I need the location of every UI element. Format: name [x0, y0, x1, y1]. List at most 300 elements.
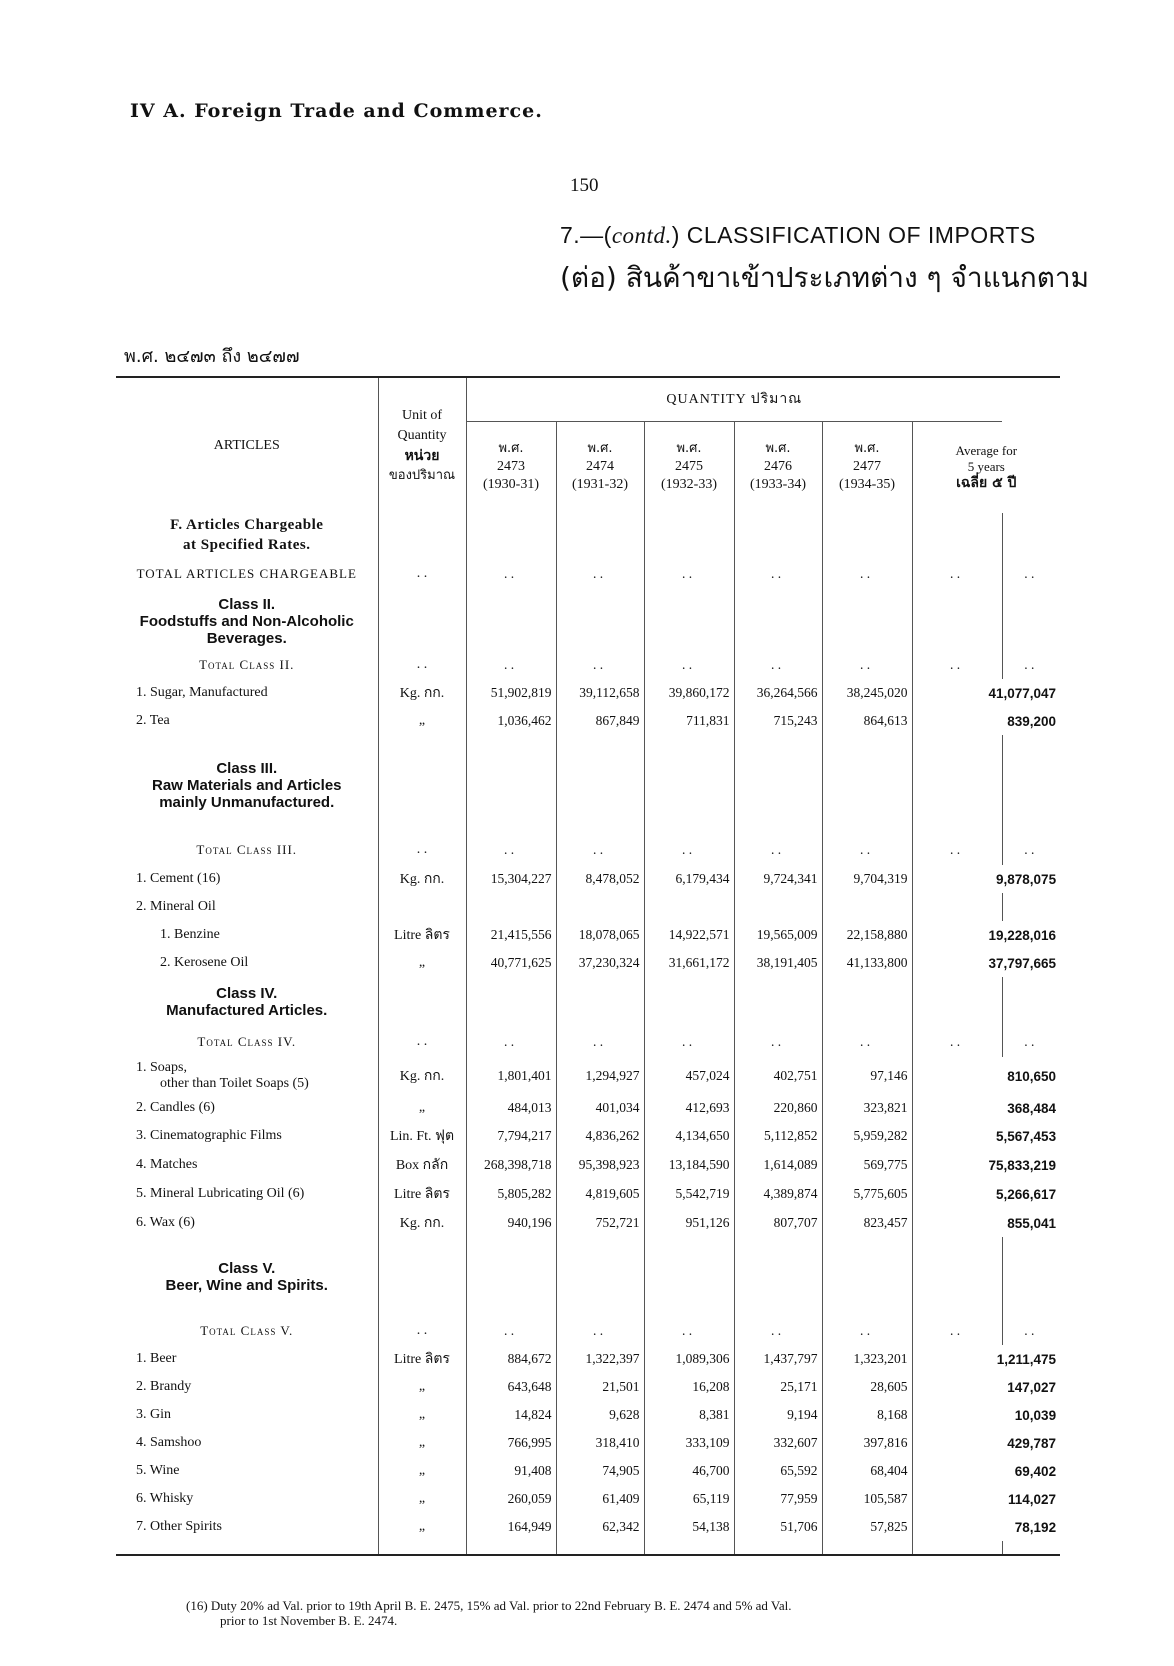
quantity-cell: 402,751 [734, 1057, 822, 1095]
title-contd: contd. [611, 223, 672, 248]
unit-en-1: Unit of [401, 407, 443, 423]
quantity-cell: 22,158,880 [822, 921, 912, 949]
empty-cell [556, 1237, 644, 1317]
dots-cell: . . [644, 1027, 734, 1057]
quantity-cell: 97,146 [822, 1057, 912, 1095]
quantity-cell: 21,501 [556, 1373, 644, 1401]
article-cell [116, 949, 378, 977]
quantity-cell: 6,179,434 [644, 865, 734, 893]
dots-cell: . . [822, 651, 912, 679]
quantity-cell: 318,410 [556, 1429, 644, 1457]
empty-cell [556, 977, 644, 1027]
quantity-cell: 823,457 [822, 1209, 912, 1237]
dots-cell: . . [1002, 1317, 1060, 1345]
table-row [116, 1373, 1060, 1401]
empty-cell [378, 977, 466, 1027]
quantity-cell: 38,191,405 [734, 949, 822, 977]
empty-cell [912, 893, 1002, 921]
empty-cell [734, 1237, 822, 1317]
unit-cell: „ [378, 707, 466, 735]
dots-cell: . . [644, 557, 734, 591]
empty-cell [378, 591, 466, 651]
quantity-cell: 91,408 [466, 1457, 556, 1485]
quantity-cell: 752,721 [556, 1209, 644, 1237]
quantity-cell: 28,605 [822, 1373, 912, 1401]
table-row [116, 1179, 1060, 1209]
quantity-cell: 5,805,282 [466, 1179, 556, 1209]
section-heading-line: Class II. [218, 595, 276, 613]
unit-cell: Kg. กก. [378, 1057, 466, 1095]
article-cell [116, 1513, 378, 1541]
quantity-cell: 643,648 [466, 1373, 556, 1401]
article-cell [116, 1095, 378, 1121]
unit-cell: „ [378, 1457, 466, 1485]
empty-cell [822, 977, 912, 1027]
period-label: พ.ศ. ๒๔๗๓ ถึง ๒๔๗๗ [124, 346, 300, 367]
quantity-cell: 41,133,800 [822, 949, 912, 977]
unit-cell: Lin. Ft. ฟุต [378, 1121, 466, 1151]
unit-cell: „ [378, 949, 466, 977]
empty-cell [378, 1541, 466, 1555]
empty-cell [734, 513, 822, 557]
quantity-cell: 74,905 [556, 1457, 644, 1485]
average-cell: 5,567,453 [912, 1121, 1060, 1151]
table-row [116, 1095, 1060, 1121]
table-row [116, 865, 1060, 893]
empty-cell [822, 1237, 912, 1317]
dots-cell: . . [734, 835, 822, 865]
dots-cell: . . [556, 651, 644, 679]
average-cell: 75,833,219 [912, 1151, 1060, 1179]
article-cell [116, 1209, 378, 1237]
dots-cell: . . [378, 557, 466, 591]
quantity-cell: 397,816 [822, 1429, 912, 1457]
empty-cell [378, 1237, 466, 1317]
article-cell [116, 707, 378, 735]
section-row [116, 977, 1060, 1027]
quantity-cell: 940,196 [466, 1209, 556, 1237]
unit-cell: Litre ลิตร [378, 1179, 466, 1209]
empty-cell [734, 735, 822, 835]
section-heading-line: Beer, Wine and Spirits. [165, 1277, 328, 1294]
section-heading [116, 591, 378, 651]
section-heading-line: Foodstuffs and Non-Alcoholic [139, 612, 354, 630]
empty-cell [466, 893, 556, 921]
quantity-cell: 62,342 [556, 1513, 644, 1541]
average-cell: 19,228,016 [912, 921, 1060, 949]
unit-cell: „ [378, 1485, 466, 1513]
dots-cell: . . [644, 1317, 734, 1345]
empty-cell [556, 591, 644, 651]
quantity-cell: 14,922,571 [644, 921, 734, 949]
quantity-cell: 1,437,797 [734, 1345, 822, 1373]
dots-cell: . . [1002, 651, 1060, 679]
quantity-cell: 15,304,227 [466, 865, 556, 893]
article-cell [116, 1151, 378, 1179]
empty-cell [1002, 893, 1060, 921]
dots-cell: . . [912, 1317, 1002, 1345]
empty-cell [822, 513, 912, 557]
empty-cell [378, 513, 466, 557]
quantity-cell: 4,134,650 [644, 1121, 734, 1151]
article-name-cont: other than Toilet Soaps (5) [160, 1076, 309, 1091]
empty-cell [466, 513, 556, 557]
average-cell: 114,027 [912, 1485, 1060, 1513]
quantity-cell: 5,775,605 [822, 1179, 912, 1209]
article-name: 1. Sugar, Manufactured [136, 685, 268, 700]
empty-cell [734, 1541, 822, 1555]
quantity-cell: 57,825 [822, 1513, 912, 1541]
average-cell: 855,041 [912, 1209, 1060, 1237]
dots-cell: . . [644, 835, 734, 865]
article-cell [116, 679, 378, 707]
quantity-cell: 65,119 [644, 1485, 734, 1513]
empty-cell [734, 591, 822, 651]
section-heading [116, 513, 378, 557]
quantity-cell: 268,398,718 [466, 1151, 556, 1179]
table-row [116, 557, 1060, 591]
empty-cell [1002, 591, 1060, 651]
quantity-cell: 68,404 [822, 1457, 912, 1485]
dots-cell: . . [1002, 1027, 1060, 1057]
table-row [116, 893, 1060, 921]
table-row [116, 835, 1060, 865]
average-cell: 1,211,475 [912, 1345, 1060, 1373]
quantity-cell: 9,724,341 [734, 865, 822, 893]
article-cell [116, 1485, 378, 1513]
section-heading-line: Class V. [218, 1260, 276, 1277]
year-header-0: พ.ศ. 2473 (1930-31) [466, 421, 556, 513]
article-cell [116, 1401, 378, 1429]
average-cell: 839,200 [912, 707, 1060, 735]
quantity-cell: 8,381 [644, 1401, 734, 1429]
quantity-cell: 1,036,462 [466, 707, 556, 735]
quantity-cell: 1,614,089 [734, 1151, 822, 1179]
dots-cell: . . [466, 557, 556, 591]
table-row [116, 1429, 1060, 1457]
quantity-cell: 4,836,262 [556, 1121, 644, 1151]
quantity-cell: 40,771,625 [466, 949, 556, 977]
year-header-2: พ.ศ. 2475 (1932-33) [644, 421, 734, 513]
empty-cell [734, 977, 822, 1027]
quantity-cell: 9,194 [734, 1401, 822, 1429]
quantity-cell: 36,264,566 [734, 679, 822, 707]
table-row [116, 921, 1060, 949]
quantity-cell: 38,245,020 [822, 679, 912, 707]
header-quantity: QUANTITY ปริมาณ [466, 377, 1002, 421]
empty-cell [644, 977, 734, 1027]
row-label: TOTAL ARTICLES CHARGEABLE [136, 566, 357, 581]
section-row [116, 513, 1060, 557]
average-cell: 41,077,047 [912, 679, 1060, 707]
article-name: 7. Other Spirits [136, 1519, 222, 1534]
dots-cell: . . [912, 1027, 1002, 1057]
footnote-line-1: (16) Duty 20% ad Val. prior to 19th April B. E. 2475, 15% ad Val. prior to 22nd February B. E. 2474 and 5% ad Val. [186, 1598, 792, 1613]
quantity-cell: 1,322,397 [556, 1345, 644, 1373]
article-name: 6. Wax (6) [136, 1215, 195, 1230]
section-heading: IV A. Foreign Trade and Commerce. [130, 100, 543, 122]
quantity-cell: 332,607 [734, 1429, 822, 1457]
quantity-cell: 569,775 [822, 1151, 912, 1179]
table-row [116, 1027, 1060, 1057]
table-row [116, 679, 1060, 707]
section-heading-line: Raw Materials and Articles [151, 776, 342, 794]
unit-cell: Kg. กก. [378, 865, 466, 893]
table-title-english [560, 222, 1036, 249]
quantity-cell: 25,171 [734, 1373, 822, 1401]
article-name: 2. Brandy [136, 1379, 192, 1394]
table-row [116, 707, 1060, 735]
empty-cell [1002, 1237, 1060, 1317]
table-row [116, 1513, 1060, 1541]
article-cell [116, 1057, 378, 1095]
section-heading-line: Manufactured Articles. [166, 1002, 328, 1019]
empty-cell [466, 591, 556, 651]
year-header-4: พ.ศ. 2477 (1934-35) [822, 421, 912, 513]
article-cell [116, 1179, 378, 1209]
quantity-cell: 95,398,923 [556, 1151, 644, 1179]
article-name: 3. Gin [136, 1407, 171, 1422]
article-name: 1. Cement (16) [136, 871, 221, 886]
quantity-cell: 323,821 [822, 1095, 912, 1121]
quantity-cell: 807,707 [734, 1209, 822, 1237]
unit-cell: Litre ลิตร [378, 1345, 466, 1373]
empty-cell [556, 735, 644, 835]
article-name: 2. Tea [136, 713, 170, 728]
quantity-cell: 401,034 [556, 1095, 644, 1121]
title-prefix: 7.—( [560, 222, 612, 248]
quantity-cell: 46,700 [644, 1457, 734, 1485]
unit-cell: „ [378, 1513, 466, 1541]
dots-cell: . . [556, 1027, 644, 1057]
header-unit [378, 377, 466, 513]
unit-th-2: ของปริมาณ [388, 467, 456, 483]
table-row [116, 1209, 1060, 1237]
average-cell: 9,878,075 [912, 865, 1060, 893]
quantity-cell: 9,628 [556, 1401, 644, 1429]
quantity-cell: 1,323,201 [822, 1345, 912, 1373]
empty-cell [466, 1541, 556, 1555]
quantity-cell: 711,831 [644, 707, 734, 735]
dots-cell: . . [734, 557, 822, 591]
empty-cell [912, 735, 1002, 835]
section-heading-line: Beverages. [206, 629, 287, 647]
quantity-cell: 51,706 [734, 1513, 822, 1541]
table-bottom-row [116, 1541, 1060, 1555]
quantity-cell: 1,089,306 [644, 1345, 734, 1373]
dots-cell: . . [822, 835, 912, 865]
average-cell: 5,266,617 [912, 1179, 1060, 1209]
article-cell [116, 1345, 378, 1373]
quantity-cell: 715,243 [734, 707, 822, 735]
section-heading-line: Class III. [216, 759, 278, 777]
quantity-cell: 13,184,590 [644, 1151, 734, 1179]
dots-cell: . . [378, 1317, 466, 1345]
average-cell: 147,027 [912, 1373, 1060, 1401]
unit-th-1: หน่วย [404, 447, 440, 464]
unit-en-2: Quantity [397, 427, 447, 443]
quantity-cell: 1,294,927 [556, 1057, 644, 1095]
section-heading-line: Class IV. [216, 985, 278, 1002]
empty-cell [822, 893, 912, 921]
empty-cell [734, 893, 822, 921]
article-name: 3. Cinematographic Films [136, 1128, 282, 1143]
quantity-cell: 9,704,319 [822, 865, 912, 893]
article-name: 5. Mineral Lubricating Oil (6) [136, 1186, 305, 1201]
dots-cell: . . [556, 1317, 644, 1345]
empty-cell [644, 893, 734, 921]
quantity-cell: 457,024 [644, 1057, 734, 1095]
empty-cell [912, 1237, 1002, 1317]
unit-cell: „ [378, 1429, 466, 1457]
quantity-cell: 37,230,324 [556, 949, 644, 977]
quantity-cell: 39,860,172 [644, 679, 734, 707]
article-name: 4. Samshoo [136, 1435, 202, 1450]
dots-cell: . . [822, 1027, 912, 1057]
dots-cell: . . [556, 835, 644, 865]
dots-cell: . . [822, 1317, 912, 1345]
average-cell: 429,787 [912, 1429, 1060, 1457]
quantity-cell: 21,415,556 [466, 921, 556, 949]
dots-cell: . . [912, 557, 1002, 591]
article-name: 1. Beer [136, 1351, 177, 1366]
section-row [116, 591, 1060, 651]
quantity-cell: 31,661,172 [644, 949, 734, 977]
quantity-cell: 1,801,401 [466, 1057, 556, 1095]
quantity-cell: 4,819,605 [556, 1179, 644, 1209]
section-heading-line: mainly Unmanufactured. [159, 793, 335, 811]
unit-cell: Kg. กก. [378, 679, 466, 707]
quantity-cell: 4,389,874 [734, 1179, 822, 1209]
table-row [116, 1401, 1060, 1429]
empty-cell [1002, 1541, 1060, 1555]
article-name: 1. Benzine [160, 927, 220, 942]
table-body [116, 513, 1060, 1555]
quantity-cell: 766,995 [466, 1429, 556, 1457]
empty-cell [912, 977, 1002, 1027]
dots-cell: . . [734, 1317, 822, 1345]
section-row [116, 735, 1060, 835]
average-cell: 810,650 [912, 1057, 1060, 1095]
dots-cell: . . [466, 835, 556, 865]
empty-cell [556, 513, 644, 557]
empty-cell [822, 1541, 912, 1555]
dots-cell: . . [466, 1027, 556, 1057]
section-row [116, 1237, 1060, 1317]
quantity-cell: 8,478,052 [556, 865, 644, 893]
article-cell [116, 865, 378, 893]
section-heading-line: at Specified Rates. [183, 537, 311, 553]
quantity-cell: 7,794,217 [466, 1121, 556, 1151]
year-header-3: พ.ศ. 2476 (1933-34) [734, 421, 822, 513]
dots-cell: . . [466, 1317, 556, 1345]
quantity-cell: 8,168 [822, 1401, 912, 1429]
empty-cell [466, 735, 556, 835]
unit-cell: Box กลัก [378, 1151, 466, 1179]
empty-cell [116, 1541, 378, 1555]
dots-cell: . . [1002, 557, 1060, 591]
article-cell [116, 1429, 378, 1457]
article-cell [116, 1457, 378, 1485]
table-title-thai: (ต่อ) สินค้าขาเข้าประเภทต่าง ๆ จำแนกตาม [560, 261, 1090, 294]
empty-cell [556, 1541, 644, 1555]
article-cell [116, 921, 378, 949]
dots-cell: . . [378, 835, 466, 865]
quantity-cell: 484,013 [466, 1095, 556, 1121]
empty-cell [1002, 977, 1060, 1027]
empty-cell [644, 513, 734, 557]
empty-cell [556, 893, 644, 921]
article-cell [116, 1121, 378, 1151]
row-label: Total Class III. [196, 842, 298, 857]
footnote-line-2: prior to 1st November B. E. 2474. [220, 1613, 398, 1628]
table-row [116, 1485, 1060, 1513]
article-name: 2. Kerosene Oil [160, 955, 249, 970]
dots-cell: . . [1002, 835, 1060, 865]
quantity-cell: 864,613 [822, 707, 912, 735]
quantity-cell: 164,949 [466, 1513, 556, 1541]
average-cell: 69,402 [912, 1457, 1060, 1485]
average-cell: 37,797,665 [912, 949, 1060, 977]
quantity-cell: 5,112,852 [734, 1121, 822, 1151]
dots-cell: . . [734, 1027, 822, 1057]
average-cell: 78,192 [912, 1513, 1060, 1541]
unit-cell: Litre ลิตร [378, 921, 466, 949]
article-name: 4. Matches [136, 1157, 198, 1172]
header-average: Average for 5 years เฉลี่ย ๕ ปี [955, 443, 1018, 492]
table-row [116, 1121, 1060, 1151]
quantity-cell: 220,860 [734, 1095, 822, 1121]
table-row [116, 1317, 1060, 1345]
empty-cell [912, 591, 1002, 651]
empty-cell [822, 735, 912, 835]
article-name: 2. Candles (6) [136, 1100, 215, 1115]
section-heading [116, 977, 378, 1027]
empty-cell [912, 1541, 1002, 1555]
table-row [116, 949, 1060, 977]
article-name: 5. Wine [136, 1463, 180, 1478]
unit-cell: „ [378, 1095, 466, 1121]
dots-cell: . . [644, 651, 734, 679]
quantity-cell: 61,409 [556, 1485, 644, 1513]
table-row [116, 651, 1060, 679]
page-number: 150 [570, 175, 599, 196]
quantity-cell: 16,208 [644, 1373, 734, 1401]
empty-cell [1002, 735, 1060, 835]
quantity-cell: 39,112,658 [556, 679, 644, 707]
quantity-cell: 5,542,719 [644, 1179, 734, 1209]
empty-cell [378, 735, 466, 835]
quantity-cell: 867,849 [556, 707, 644, 735]
year-header-1: พ.ศ. 2474 (1931-32) [556, 421, 644, 513]
unit-cell: „ [378, 1373, 466, 1401]
empty-cell [466, 1237, 556, 1317]
quantity-cell: 884,672 [466, 1345, 556, 1373]
dots-cell: . . [734, 651, 822, 679]
quantity-cell: 54,138 [644, 1513, 734, 1541]
unit-cell: Kg. กก. [378, 1209, 466, 1237]
average-cell: 368,484 [912, 1095, 1060, 1121]
empty-cell [912, 513, 1002, 557]
section-heading [116, 1237, 378, 1317]
dots-cell: . . [912, 835, 1002, 865]
title-suffix: ) CLASSIFICATION OF IMPORTS [671, 222, 1036, 248]
quantity-cell: 412,693 [644, 1095, 734, 1121]
table-row [116, 1457, 1060, 1485]
empty-cell [644, 591, 734, 651]
quantity-cell: 951,126 [644, 1209, 734, 1237]
table-row [116, 1057, 1060, 1095]
